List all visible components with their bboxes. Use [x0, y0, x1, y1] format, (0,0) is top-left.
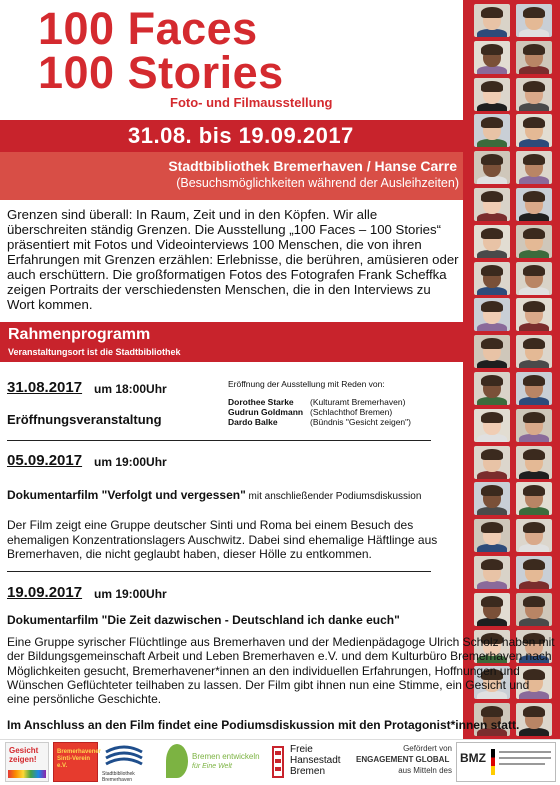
stadtbibliothek-logo: [102, 742, 146, 782]
divider: [7, 571, 431, 572]
event3-description: Eine Gruppe syrischer Flüchtlinge aus Bremerhaven und der Medienpädagoge Ulrich Scholz haben mit der Bildungsgemeinschaft Arbeit und Leben Bremerhaven e.V. und dem Kulturbüro Bremerhaven nach Möglichkeiten gesucht, Bremerhavener*innen an den individuellen Erfahrungen, Hoffnungen und Wünschen Geflüchteter teilhaben zu lassen. Der Film gibt ihnen nun eine Stimme, ein Gesicht und eine persönliche Geschichte.: [7, 635, 555, 707]
portrait-photo: [474, 446, 510, 479]
event2-title-main: Dokumentarfilm "Verfolgt und vergessen": [7, 488, 246, 502]
portrait-photo: [516, 298, 552, 331]
event3-date: 19.09.2017: [7, 584, 83, 601]
bmz-text: BMZ: [460, 751, 486, 765]
programme-heading: Rahmenprogramm: [8, 326, 151, 343]
german-flag-stripe: [491, 749, 495, 775]
intro-paragraph: Grenzen sind überall: In Raum, Zeit und in den Köpfen. Wir alle überschreiten ständig Grenzen. Die Ausstellung „100 Faces – 100 Stories“ präsentiert mit Fotos und Videointerviews 100 Menschen, die von ihren Erfahrungen mit Grenzen erzählen: Erlebnisse, die berühren, amüsieren oder auch erschüttern. Die großformatigen Fotos des Fotografen Frank Scheffka zeigen Portraits der verschiedensten Menschen, die in den Interviews zu Wort kommen.: [7, 207, 459, 312]
freie-hansestadt-line3: Bremen: [290, 766, 326, 777]
portrait-photo: [474, 114, 510, 147]
bremen-entwickeln-logo: [166, 742, 266, 782]
portrait-photo: [474, 556, 510, 589]
event3-closing-note: Im Anschluss an den Film findet eine Podiumsdiskussion mit den Protagonist*innen statt.: [7, 718, 520, 732]
event2-date: 05.09.2017: [7, 452, 83, 469]
portrait-photo: [474, 372, 510, 405]
ministry-text-line: [499, 757, 551, 759]
gesicht-zeigen-text: Gesicht zeigen!: [9, 746, 39, 764]
bremen-entwickeln-text: Bremen entwickeln: [192, 752, 260, 761]
portrait-photo: [474, 78, 510, 111]
portrait-photo: [516, 446, 552, 479]
sinti-verein-logo: [53, 742, 102, 782]
freie-hansestadt-logo: [268, 742, 352, 782]
sinti-verein-text: Bremerhavener Sinti-Verein e.V.: [57, 749, 102, 769]
portrait-photo: [516, 225, 552, 258]
event1-date: 31.08.2017: [7, 379, 83, 396]
leaf-icon: [166, 744, 188, 778]
portrait-photo: [474, 225, 510, 258]
event2-time: um 19:00Uhr: [94, 455, 167, 469]
poster-title-line1: 100 Faces: [38, 3, 258, 54]
engagement-line1: Gefördert von: [403, 744, 452, 753]
engagement-line3: aus Mitteln des: [398, 766, 452, 775]
engagement-global-logo: [356, 742, 454, 782]
portrait-photo: [516, 519, 552, 552]
speaker-name: Dardo Balke: [228, 417, 278, 427]
portrait-photo: [516, 41, 552, 74]
portrait-photo: [516, 188, 552, 221]
event2-description: Der Film zeigt eine Gruppe deutscher Sinti und Roma bei einem Besuch des ehemaligen Konzentrationslagers Auschwitz. Dabei sind ehemalige Häftlinge aus Bremerhaven, die nicht geglaubt haben, dieser Hölle zu entkommen.: [7, 518, 438, 561]
bremen-entwickeln-sub: für Eine Welt: [192, 763, 232, 770]
speaker-org: (Kulturamt Bremerhaven): [310, 397, 406, 407]
event2-title: [7, 488, 421, 502]
programme-location-note: Veranstaltungsort ist die Stadtbibliothek: [8, 347, 181, 357]
portrait-photo: [474, 593, 510, 626]
poster-subtitle: Foto- und Filmausstellung: [170, 95, 333, 110]
ministry-text-line: [499, 751, 551, 753]
poster-title-line2: 100 Stories: [38, 47, 284, 98]
portrait-photo: [474, 409, 510, 442]
portrait-photo: [516, 78, 552, 111]
portrait-photo: [516, 4, 552, 37]
portrait-photo: [516, 372, 552, 405]
rainbow-stripe: [8, 770, 46, 778]
portrait-photo: [474, 482, 510, 515]
exhibition-dates: 31.08. bis 19.09.2017: [128, 123, 354, 148]
speaker-org: (Bündnis "Gesicht zeigen"): [310, 417, 411, 427]
portrait-photo: [516, 482, 552, 515]
portrait-photo: [474, 41, 510, 74]
speaker-name: Dorothee Starke: [228, 397, 294, 407]
portrait-photo: [474, 519, 510, 552]
portrait-photo: [516, 114, 552, 147]
portrait-photo: [516, 151, 552, 184]
portrait-photo: [474, 335, 510, 368]
portrait-photo: [516, 335, 552, 368]
venue-name: Stadtbibliothek Bremerhaven / Hanse Carre: [168, 158, 457, 174]
bmz-logo: [456, 742, 556, 782]
book-wave-icon: [102, 742, 146, 770]
stadtbibliothek-text: Stadtbibliothek Bremerhaven: [102, 771, 135, 783]
portrait-photo: [516, 409, 552, 442]
engagement-line2: ENGAGEMENT GLOBAL: [356, 755, 450, 764]
speaker-org: (Schlachthof Bremen): [310, 407, 393, 417]
venue-note: (Besuchsmöglichkeiten während der Ausleihzeiten): [176, 176, 459, 190]
portrait-photo-column: [463, 0, 560, 740]
portrait-photo: [516, 262, 552, 295]
event1-time: um 18:00Uhr: [94, 382, 167, 396]
portrait-photo: [516, 593, 552, 626]
speaker-name: Gudrun Goldmann: [228, 407, 304, 417]
portrait-photo: [516, 556, 552, 589]
bremen-key-icon: [270, 745, 286, 779]
freie-hansestadt-line1: Freie: [290, 744, 313, 755]
gesicht-zeigen-logo: [5, 742, 49, 782]
freie-hansestadt-line2: Hansestadt: [290, 755, 341, 766]
ministry-text-line: [499, 763, 545, 765]
event2-title-suffix: mit anschließender Podiumsdiskussion: [245, 491, 422, 502]
portrait-photo: [474, 188, 510, 221]
divider: [7, 440, 431, 441]
event3-title: Dokumentarfilm "Die Zeit dazwischen - Deutschland ich danke euch": [7, 613, 400, 627]
event1-title: Eröffnungsveranstaltung: [7, 412, 162, 427]
portrait-photo: [474, 4, 510, 37]
portrait-photo: [474, 151, 510, 184]
event3-time: um 19:00Uhr: [94, 587, 167, 601]
portrait-photo: [474, 262, 510, 295]
event1-opening-label: Eröffnung der Ausstellung mit Reden von:: [228, 379, 385, 389]
portrait-photo: [474, 298, 510, 331]
